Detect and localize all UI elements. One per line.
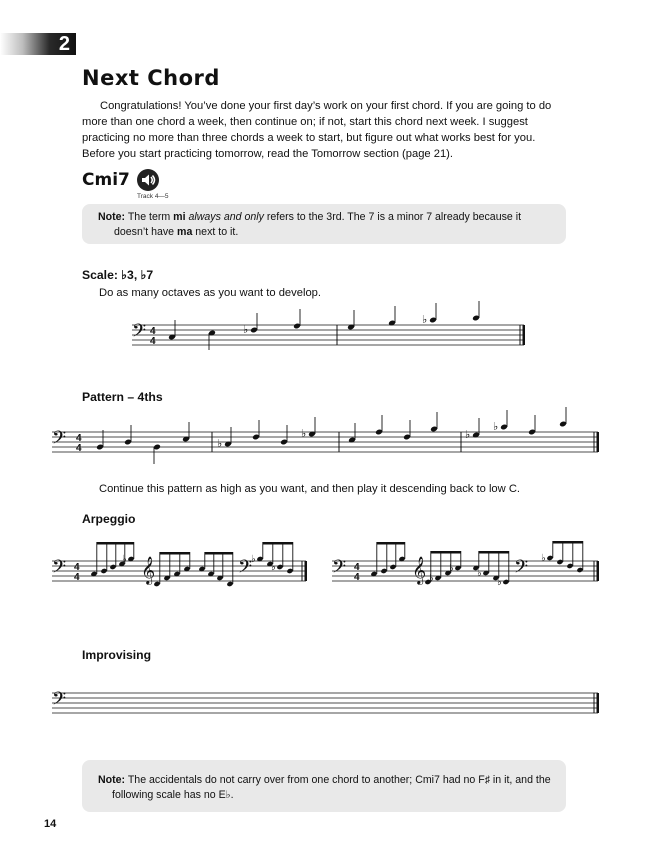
bass-clef: 𝄢 bbox=[132, 321, 147, 346]
arpeggio-heading: Arpeggio bbox=[82, 512, 136, 526]
bass-clef: 𝄢 bbox=[514, 557, 529, 582]
final-barline bbox=[597, 693, 600, 713]
flat-sign: ♭ bbox=[122, 554, 127, 565]
page-number: 14 bbox=[44, 818, 57, 830]
note-label: Note: bbox=[98, 774, 126, 786]
chord-name: Cmi7 bbox=[82, 170, 130, 190]
note-beam bbox=[553, 541, 583, 544]
treble-clef: 𝄞 bbox=[141, 556, 156, 584]
flat-sign: ♭ bbox=[493, 420, 499, 433]
note-beam bbox=[479, 551, 509, 554]
final-barline bbox=[523, 325, 526, 345]
flat-sign: ♭ bbox=[449, 563, 454, 574]
flat-sign: ♭ bbox=[217, 437, 223, 450]
flat-sign: ♭ bbox=[429, 573, 434, 584]
note-text: Note: The term mi always and only refers to the 3rd. The 7 is a minor 7 already because it doesn’t have ma next to it. bbox=[98, 211, 522, 238]
time-signature: 4 bbox=[76, 443, 82, 454]
time-signature: 4 bbox=[76, 433, 82, 444]
final-barline bbox=[597, 561, 600, 581]
flat-sign: ♭ bbox=[271, 562, 276, 573]
time-signature: 4 bbox=[74, 562, 80, 573]
pattern-instruction: Continue this pattern as high as you want, and then play it descending back to low C. bbox=[99, 483, 521, 495]
intro-paragraph: Congratulations! You’ve done your first day’s work on your first chord. If you are going to do more than one chord a week, then continue on; if not, start this chord next week. I suggest practicing no more than three chords a week to start, but figure out what works best for you. Before you start practicing tomorrow, read the Tomorrow section (page 21). bbox=[82, 100, 552, 160]
final-barline bbox=[305, 561, 308, 581]
final-barline bbox=[597, 432, 600, 452]
note-beam bbox=[97, 542, 134, 545]
pattern-heading: Pattern – 4ths bbox=[82, 390, 163, 404]
scale-heading: Scale: ♭3, ♭7 bbox=[82, 268, 154, 282]
time-signature: 4 bbox=[354, 562, 360, 573]
flat-sign: ♭ bbox=[422, 313, 428, 326]
note-label: Note: bbox=[98, 211, 126, 223]
chapter-number: 2 bbox=[58, 33, 70, 55]
bass-clef: 𝄢 bbox=[238, 557, 253, 582]
note-beam bbox=[205, 552, 233, 555]
flat-sign: ♭ bbox=[465, 428, 471, 441]
flat-sign: ♭ bbox=[497, 577, 502, 588]
bass-clef: 𝄢 bbox=[332, 557, 347, 582]
page-title: Next Chord bbox=[82, 66, 220, 90]
time-signature: 4 bbox=[150, 336, 156, 347]
flat-sign: ♭ bbox=[301, 427, 307, 440]
note-box-accidentals bbox=[82, 760, 566, 812]
bass-clef: 𝄢 bbox=[52, 689, 67, 714]
flat-sign: ♭ bbox=[243, 323, 249, 336]
note-beam bbox=[263, 542, 293, 545]
note-beam bbox=[160, 552, 190, 555]
bass-clef: 𝄢 bbox=[52, 557, 67, 582]
time-signature: 4 bbox=[74, 572, 80, 583]
improvising-heading: Improvising bbox=[82, 648, 152, 662]
track-label: Track 4—5 bbox=[137, 193, 169, 200]
flat-sign: ♭ bbox=[251, 554, 256, 565]
time-signature: 4 bbox=[354, 572, 360, 583]
flat-sign: ♭ bbox=[541, 553, 546, 564]
note-beam bbox=[377, 542, 405, 545]
note-text: Note: The accidentals do not carry over from one chord to another; Cmi7 had no F♯ in it, and the following scale has no E♭. bbox=[98, 774, 551, 801]
treble-clef: 𝄞 bbox=[412, 556, 427, 584]
scale-instruction: Do as many octaves as you want to develop. bbox=[99, 287, 322, 299]
flat-sign: ♭ bbox=[477, 568, 482, 579]
note-beam bbox=[431, 551, 461, 554]
bass-clef: 𝄢 bbox=[52, 428, 67, 453]
time-signature: 4 bbox=[150, 326, 156, 337]
